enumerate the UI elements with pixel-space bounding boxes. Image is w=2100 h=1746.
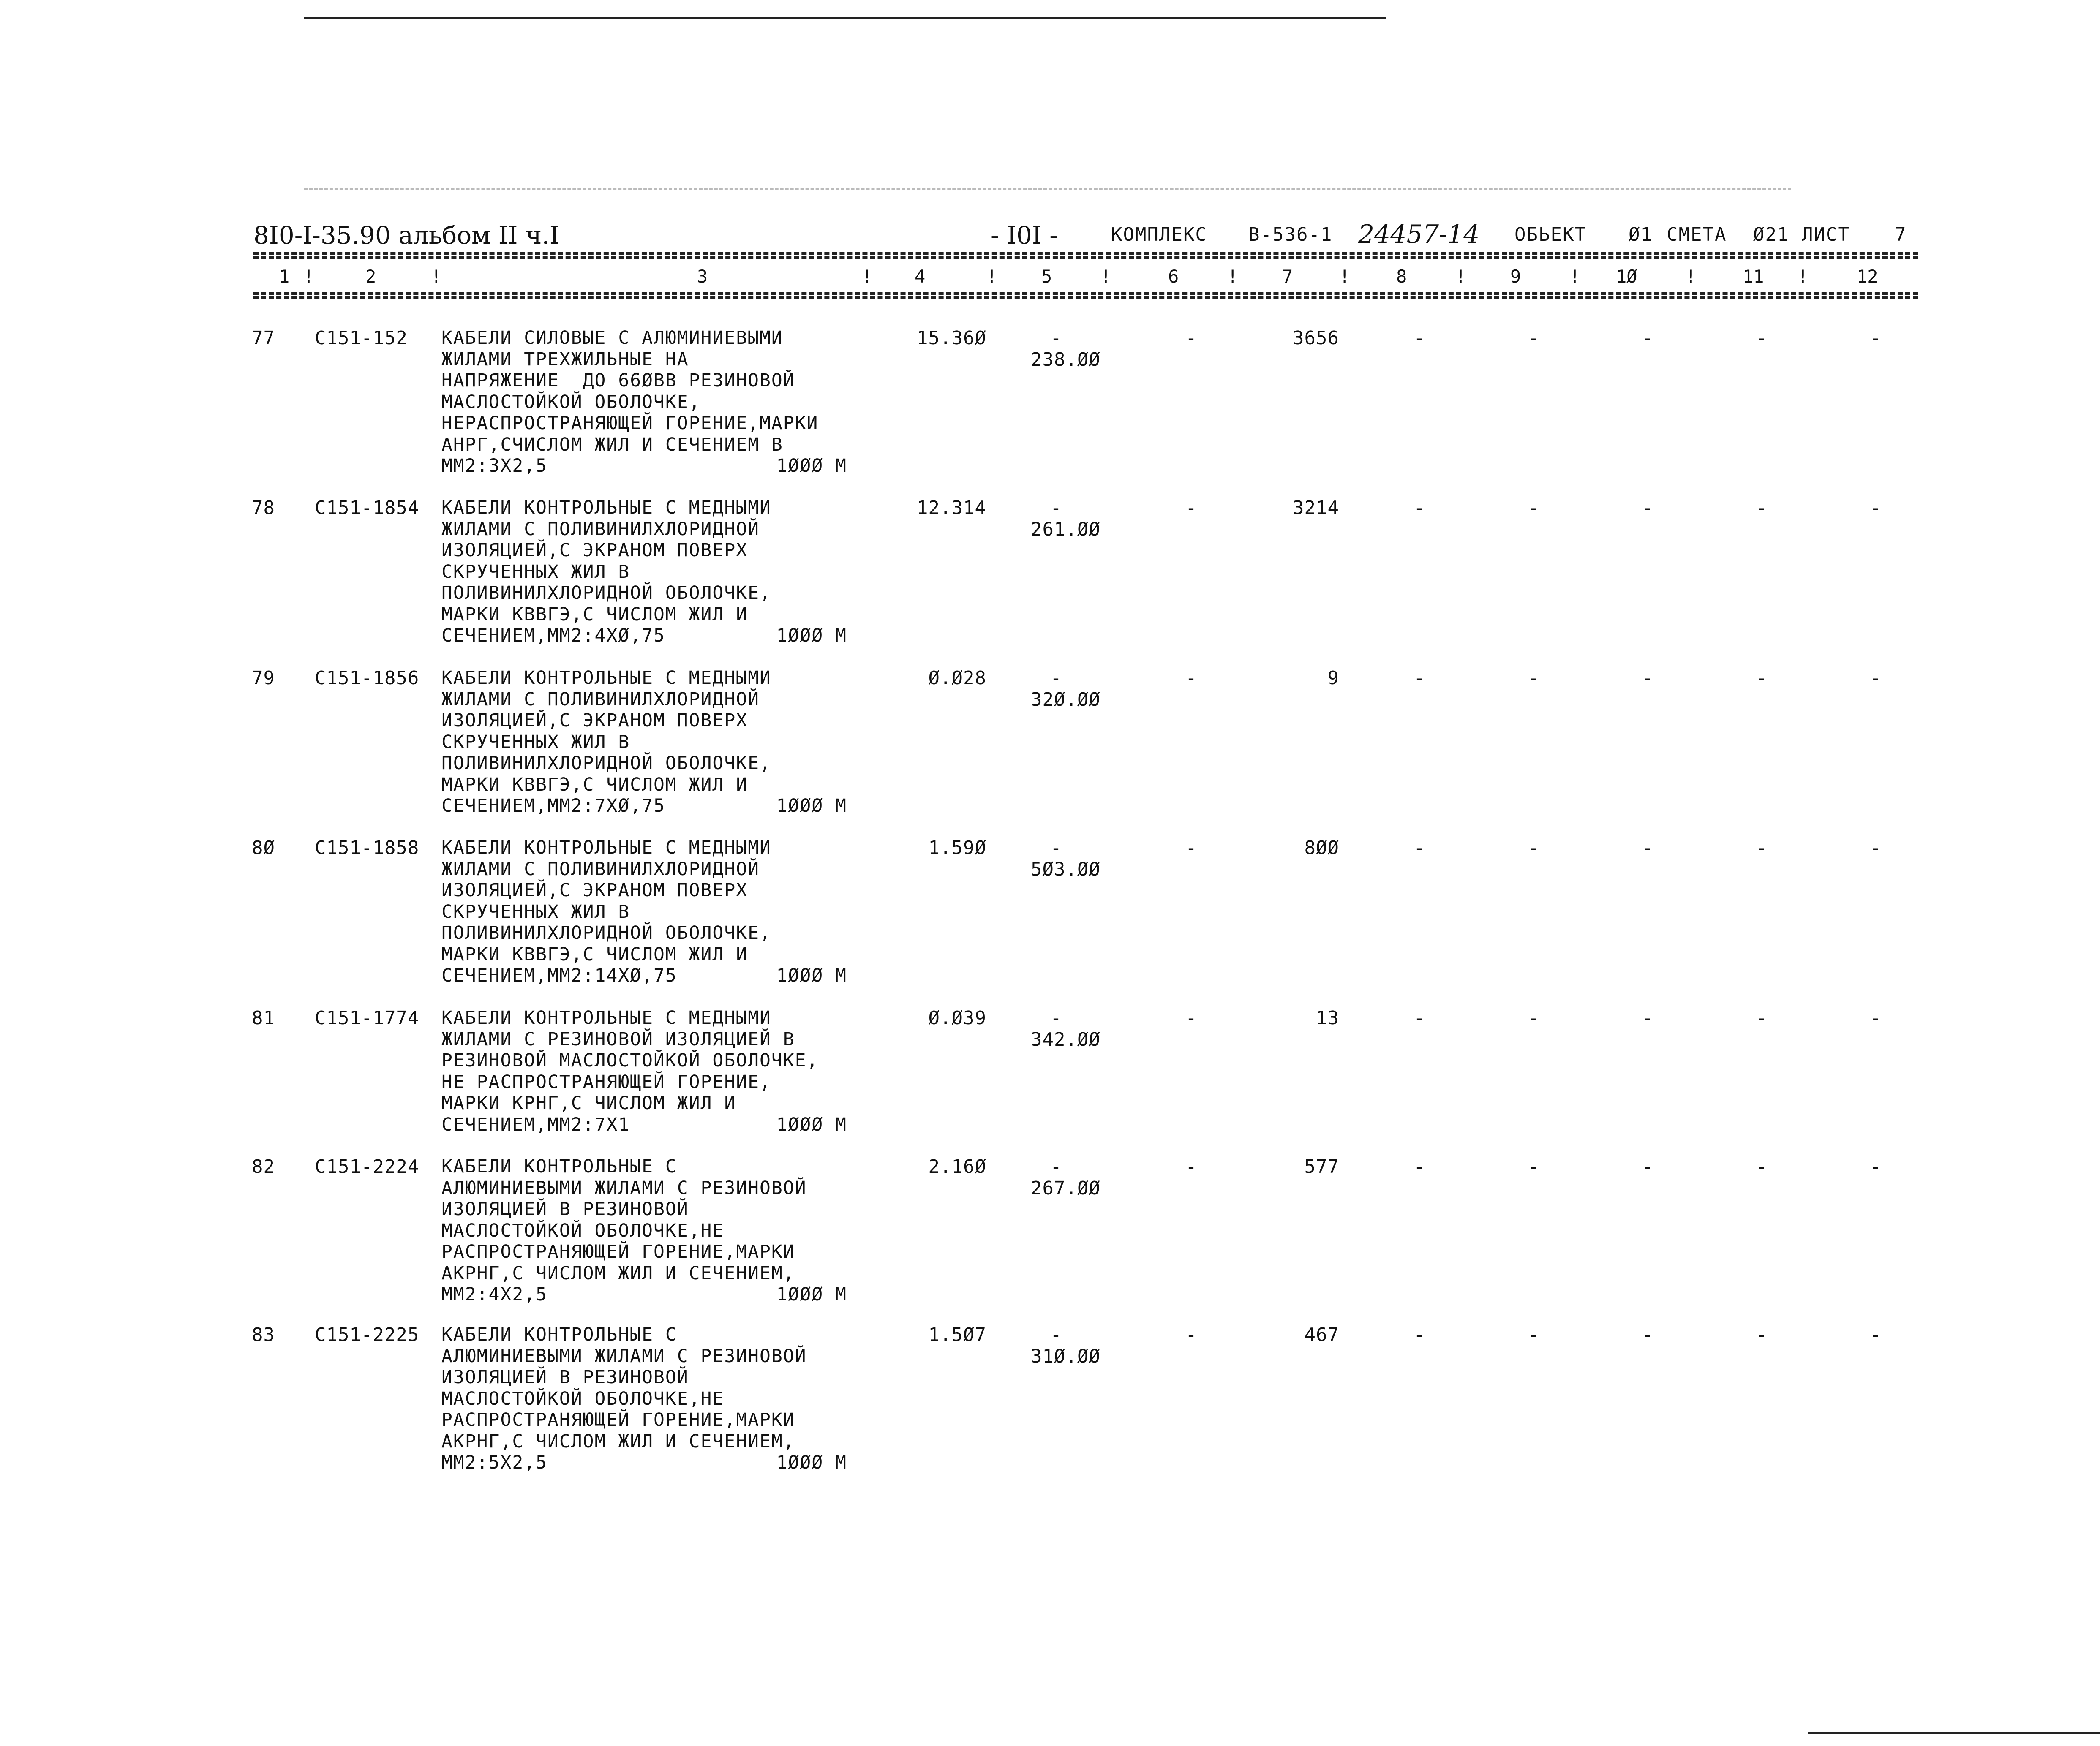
col-11-value: - xyxy=(1756,327,1768,349)
complex-code: В-536-1 xyxy=(1248,224,1333,245)
row-number: 8Ø xyxy=(252,837,275,859)
row-description: КАБЕЛИ КОНТРОЛЬНЫЕ С МЕДНЫМИ ЖИЛАМИ С ПОЛИВИНИЛХЛОРИДНОЙ ИЗОЛЯЦИЕЙ,С ЭКРАНОМ ПОВЕРХ СКРУЧЕННЫХ ЖИЛ В ПОЛИВИНИЛХЛОРИДНОЙ ОБОЛОЧКЕ, МАРКИ КВВГЭ,С ЧИСЛОМ ЖИЛ И СЕЧЕНИЕМ,ММ2:4ХØ,75 xyxy=(441,497,771,646)
row-code: С151-1774 xyxy=(315,1007,419,1029)
row-unit: 1ØØØ М xyxy=(776,1452,847,1473)
top-scan-line xyxy=(304,17,1386,19)
column-separator: ! xyxy=(986,266,997,287)
col-9-value: - xyxy=(1528,1007,1539,1029)
col-12-value: - xyxy=(1870,1156,1882,1178)
col-9-value: - xyxy=(1528,497,1539,519)
row-unit: 1ØØØ М xyxy=(776,795,847,816)
column-separator: ! xyxy=(303,266,314,287)
col-6-value: - xyxy=(1185,1007,1197,1029)
row-number: 79 xyxy=(252,667,275,689)
column-number-8: 8 xyxy=(1396,266,1407,287)
row-unit: 1ØØØ М xyxy=(776,1114,847,1135)
col-4-quantity: 15.36Ø xyxy=(917,327,986,349)
column-separator: ! xyxy=(1798,266,1809,287)
document-reference: 8I0-I-35.90 альбом II ч.I xyxy=(253,221,559,250)
col-12-value: - xyxy=(1870,497,1882,519)
col-5-price: 238.ØØ xyxy=(1031,349,1100,370)
col-5-price: 267.ØØ xyxy=(1031,1178,1100,1199)
row-description: КАБЕЛИ КОНТРОЛЬНЫЕ С МЕДНЫМИ ЖИЛАМИ С РЕЗИНОВОЙ ИЗОЛЯЦИЕЙ В РЕЗИНОВОЙ МАСЛОСТОЙКОЙ ОБОЛОЧКЕ, НЕ РАСПРОСТРАНЯЮЩЕЙ ГОРЕНИЕ, МАРКИ КРНГ,С ЧИСЛОМ ЖИЛ И СЕЧЕНИЕМ,ММ2:7Х1 xyxy=(441,1007,819,1135)
col-7-total: 9 xyxy=(1327,667,1339,689)
column-separator: ! xyxy=(1569,266,1580,287)
col-10-value: - xyxy=(1642,327,1653,349)
col-11-value: - xyxy=(1756,1156,1768,1178)
bottom-scan-line xyxy=(1808,1732,2100,1734)
col-11-value: - xyxy=(1756,1324,1768,1346)
col-6-value: - xyxy=(1185,837,1197,859)
sheet-label: ЛИСТ xyxy=(1802,224,1850,245)
col-5-dash: - xyxy=(1050,837,1062,859)
row-number: 82 xyxy=(252,1156,275,1178)
col-11-value: - xyxy=(1756,497,1768,519)
column-number-5: 5 xyxy=(1041,266,1052,287)
col-8-value: - xyxy=(1414,327,1425,349)
col-4-quantity: 1.59Ø xyxy=(928,837,986,859)
col-5-dash: - xyxy=(1050,327,1062,349)
row-number: 81 xyxy=(252,1007,275,1029)
col-8-value: - xyxy=(1414,1007,1425,1029)
sheet-number: 7 xyxy=(1895,224,1907,245)
col-12-value: - xyxy=(1870,837,1882,859)
col-12-value: - xyxy=(1870,1007,1882,1029)
row-unit: 1ØØØ М xyxy=(776,625,847,646)
row-number: 83 xyxy=(252,1324,275,1346)
header-rule-top xyxy=(253,252,1918,255)
row-code: С151-1858 xyxy=(315,837,419,859)
col-5-price: 32Ø.ØØ xyxy=(1031,689,1100,710)
col-9-value: - xyxy=(1528,667,1539,689)
row-unit: 1ØØØ М xyxy=(776,1284,847,1305)
row-code: С151-1856 xyxy=(315,667,419,689)
row-description: КАБЕЛИ КОНТРОЛЬНЫЕ С МЕДНЫМИ ЖИЛАМИ С ПОЛИВИНИЛХЛОРИДНОЙ ИЗОЛЯЦИЕЙ,С ЭКРАНОМ ПОВЕРХ СКРУЧЕННЫХ ЖИЛ В ПОЛИВИНИЛХЛОРИДНОЙ ОБОЛОЧКЕ, МАРКИ КВВГЭ,С ЧИСЛОМ ЖИЛ И СЕЧЕНИЕМ,ММ2:7ХØ,75 xyxy=(441,667,771,816)
column-separator: ! xyxy=(1227,266,1238,287)
col-11-value: - xyxy=(1756,667,1768,689)
col-6-value: - xyxy=(1185,1324,1197,1346)
page-number: - I0I - xyxy=(991,221,1058,250)
col-5-dash: - xyxy=(1050,1007,1062,1029)
col-6-value: - xyxy=(1185,497,1197,519)
col-5-price: 342.ØØ xyxy=(1031,1029,1100,1050)
col-12-value: - xyxy=(1870,667,1882,689)
col-9-value: - xyxy=(1528,837,1539,859)
col-10-value: - xyxy=(1642,667,1653,689)
col-9-value: - xyxy=(1528,1324,1539,1346)
col-4-quantity: 12.314 xyxy=(917,497,986,519)
col-7-total: 577 xyxy=(1304,1156,1339,1178)
col-7-total: 467 xyxy=(1304,1324,1339,1346)
col-6-value: - xyxy=(1185,1156,1197,1178)
column-separator: ! xyxy=(431,266,442,287)
estimate-number: Ø21 xyxy=(1753,224,1789,245)
col-10-value: - xyxy=(1642,837,1653,859)
col-9-value: - xyxy=(1528,1156,1539,1178)
column-separator: ! xyxy=(1455,266,1466,287)
column-number-11: 11 xyxy=(1743,266,1764,287)
column-separator: ! xyxy=(1100,266,1111,287)
col-5-dash: - xyxy=(1050,1156,1062,1178)
column-number-6: 6 xyxy=(1168,266,1179,287)
col-6-value: - xyxy=(1185,327,1197,349)
col-12-value: - xyxy=(1870,327,1882,349)
header-rule-bottom-2 xyxy=(253,296,1918,299)
col-4-quantity: Ø.Ø28 xyxy=(928,667,986,689)
row-description: КАБЕЛИ КОНТРОЛЬНЫЕ С АЛЮМИНИЕВЫМИ ЖИЛАМИ С РЕЗИНОВОЙ ИЗОЛЯЦИЕЙ В РЕЗИНОВОЙ МАСЛОСТОЙКОЙ ОБОЛОЧКЕ,НЕ РАСПРОСТРАНЯЮЩЕЙ ГОРЕНИЕ,МАРКИ АКРНГ,С ЧИСЛОМ ЖИЛ И СЕЧЕНИЕМ, ММ2:4Х2,5 xyxy=(441,1156,807,1305)
header-rule-top-2 xyxy=(253,256,1918,259)
col-12-value: - xyxy=(1870,1324,1882,1346)
column-number-10: 1Ø xyxy=(1616,266,1637,287)
row-number: 77 xyxy=(252,327,275,349)
col-4-quantity: Ø.Ø39 xyxy=(928,1007,986,1029)
col-7-total: 3214 xyxy=(1293,497,1339,519)
col-7-total: 8ØØ xyxy=(1304,837,1339,859)
col-5-price: 31Ø.ØØ xyxy=(1031,1346,1100,1367)
col-10-value: - xyxy=(1642,497,1653,519)
row-code: С151-2225 xyxy=(315,1324,419,1346)
faint-dotted-line xyxy=(304,188,1791,190)
row-code: С151-1854 xyxy=(315,497,419,519)
column-number-9: 9 xyxy=(1510,266,1521,287)
row-description: КАБЕЛИ КОНТРОЛЬНЫЕ С АЛЮМИНИЕВЫМИ ЖИЛАМИ С РЕЗИНОВОЙ ИЗОЛЯЦИЕЙ В РЕЗИНОВОЙ МАСЛОСТОЙКОЙ ОБОЛОЧКЕ,НЕ РАСПРОСТРАНЯЮЩЕЙ ГОРЕНИЕ,МАРКИ АКРНГ,С ЧИСЛОМ ЖИЛ И СЕЧЕНИЕМ, ММ2:5Х2,5 xyxy=(441,1324,807,1473)
row-unit: 1ØØØ М xyxy=(776,455,847,476)
handwritten-number: 24457-14 xyxy=(1358,220,1480,249)
row-number: 78 xyxy=(252,497,275,519)
column-separator: ! xyxy=(862,266,873,287)
column-number-1: 1 xyxy=(279,266,290,287)
col-6-value: - xyxy=(1185,667,1197,689)
col-11-value: - xyxy=(1756,1007,1768,1029)
col-5-dash: - xyxy=(1050,1324,1062,1346)
col-10-value: - xyxy=(1642,1156,1653,1178)
col-10-value: - xyxy=(1642,1324,1653,1346)
col-8-value: - xyxy=(1414,1156,1425,1178)
col-4-quantity: 2.16Ø xyxy=(928,1156,986,1178)
row-unit: 1ØØØ М xyxy=(776,965,847,986)
estimate-label: СМЕТА xyxy=(1667,224,1727,245)
column-number-2: 2 xyxy=(365,266,376,287)
col-11-value: - xyxy=(1756,837,1768,859)
col-7-total: 3656 xyxy=(1293,327,1339,349)
object-number: Ø1 xyxy=(1629,224,1653,245)
column-separator: ! xyxy=(1339,266,1350,287)
row-description: КАБЕЛИ КОНТРОЛЬНЫЕ С МЕДНЫМИ ЖИЛАМИ С ПОЛИВИНИЛХЛОРИДНОЙ ИЗОЛЯЦИЕЙ,С ЭКРАНОМ ПОВЕРХ СКРУЧЕННЫХ ЖИЛ В ПОЛИВИНИЛХЛОРИДНОЙ ОБОЛОЧКЕ, МАРКИ КВВГЭ,С ЧИСЛОМ ЖИЛ И СЕЧЕНИЕМ,ММ2:14ХØ,75 xyxy=(441,837,771,986)
col-5-dash: - xyxy=(1050,497,1062,519)
col-8-value: - xyxy=(1414,1324,1425,1346)
col-8-value: - xyxy=(1414,667,1425,689)
header-rule-bottom xyxy=(253,292,1918,295)
col-9-value: - xyxy=(1528,327,1539,349)
col-8-value: - xyxy=(1414,497,1425,519)
row-code: С151-2224 xyxy=(315,1156,419,1178)
row-description: КАБЕЛИ СИЛОВЫЕ С АЛЮМИНИЕВЫМИ ЖИЛАМИ ТРЕХЖИЛЬНЫЕ НА НАПРЯЖЕНИЕ ДО 66ØВВ РЕЗИНОВОЙ МАСЛОСТОЙКОЙ ОБОЛОЧКЕ, НЕРАСПРОСТРАНЯЮЩЕЙ ГОРЕНИЕ,МАРКИ АНРГ,СЧИСЛОМ ЖИЛ И СЕЧЕНИЕМ В ММ2:3Х2,5 xyxy=(441,327,819,476)
row-code: С151-152 xyxy=(315,327,408,349)
column-separator: ! xyxy=(1686,266,1697,287)
column-number-3: 3 xyxy=(697,266,708,287)
column-number-12: 12 xyxy=(1857,266,1878,287)
col-5-price: 5Ø3.ØØ xyxy=(1031,859,1100,880)
col-5-price: 261.ØØ xyxy=(1031,519,1100,540)
object-label: ОБЬЕКТ xyxy=(1514,224,1587,245)
complex-label: КОМПЛЕКС xyxy=(1111,224,1207,245)
column-number-4: 4 xyxy=(915,266,926,287)
col-10-value: - xyxy=(1642,1007,1653,1029)
col-8-value: - xyxy=(1414,837,1425,859)
column-number-7: 7 xyxy=(1282,266,1293,287)
col-7-total: 13 xyxy=(1316,1007,1339,1029)
col-5-dash: - xyxy=(1050,667,1062,689)
col-4-quantity: 1.5Ø7 xyxy=(928,1324,986,1346)
